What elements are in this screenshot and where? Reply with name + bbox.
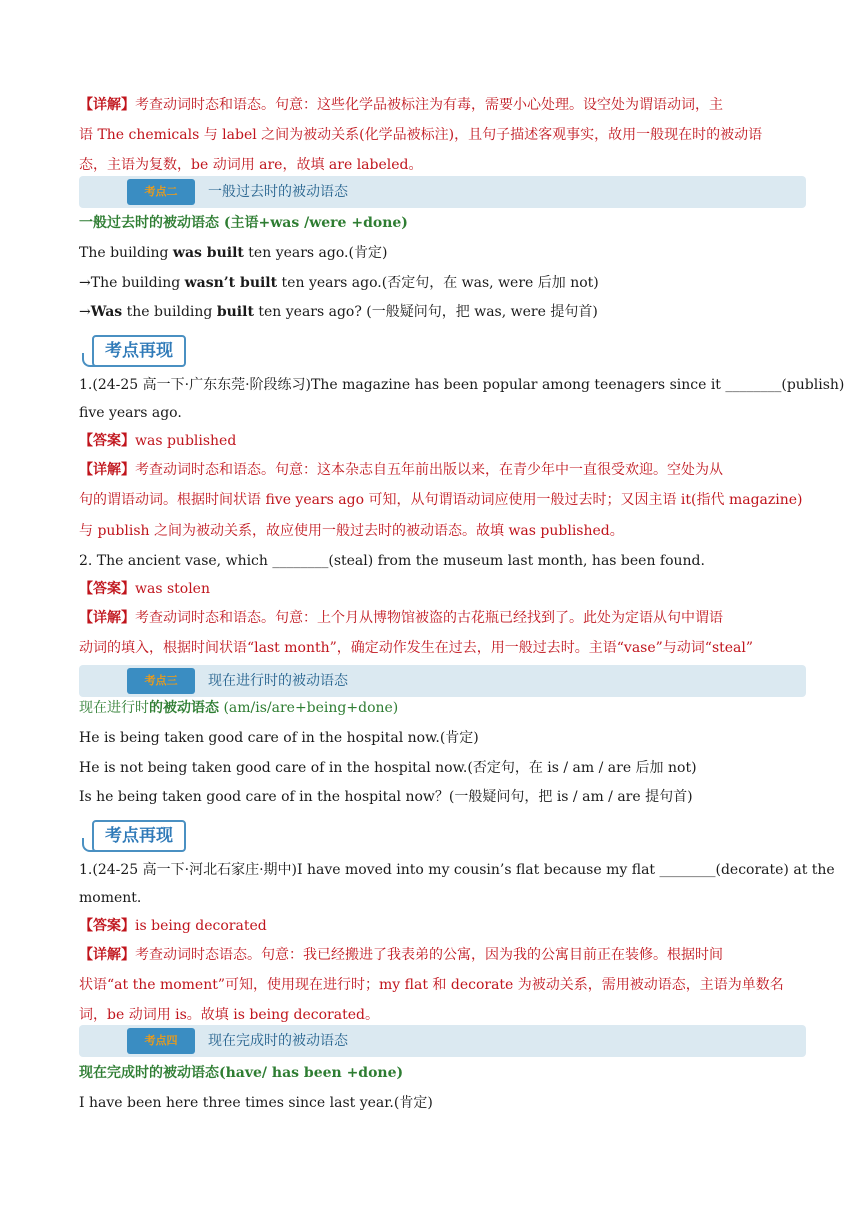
section-badge: 考点三 xyxy=(127,668,195,694)
section-header-perfect-passive xyxy=(79,1025,806,1057)
explanation-line: 【详解】考查动词时态和语态。句意：这本杂志自五年前出版以来，在青少年中一直很受欢迎。空处为从 xyxy=(79,462,723,478)
explanation-line: 【详解】考查动词时态语态。句意：我已经搬进了我表弟的公寓，因为我的公寓目前正在装修。根据时间 xyxy=(79,947,723,963)
review-tag xyxy=(82,818,186,852)
section-header-progressive-passive xyxy=(79,665,806,697)
explanation-line: 语 The chemicals 与 label 之间为被动关系(化学品被标注)，且句子描述客观事实，故用一般现在时的被动语 xyxy=(79,127,763,143)
review-tag-label: 考点再现 xyxy=(92,820,186,852)
example-sentence: I have been here three times since last year.(肯定) xyxy=(79,1095,433,1111)
grammar-formula: 现在进行时的被动语态 (am/is/are+being+done) xyxy=(79,700,399,716)
example-sentence: He is not being taken good care of in the hospital now.(否定句，在 is / am / are 后加 not) xyxy=(79,760,697,776)
section-title: 现在进行时的被动语态 xyxy=(208,673,348,689)
question-line: moment. xyxy=(79,890,142,906)
explanation-line: 状语“at the moment”可知，使用现在进行时；my flat 和 decorate 为被动关系，需用被动语态，主语为单数名 xyxy=(79,977,784,993)
review-tag-label: 考点再现 xyxy=(92,335,186,367)
answer-line: 【答案】was published xyxy=(79,433,237,449)
section-title: 一般过去时的被动语态 xyxy=(208,184,348,200)
explanation-line: 【详解】考查动词时态和语态。句意：这些化学品被标注为有毒，需要小心处理。设空处为谓语动词，主 xyxy=(79,97,723,113)
explanation-line: 句的谓语动词。根据时间状语 five years ago 可知，从句谓语动词应使用一般过去时；又因主语 it(指代 magazine) xyxy=(79,492,803,508)
answer-line: 【答案】was stolen xyxy=(79,581,210,597)
explanation-line: 与 publish 之间为被动关系，故应使用一般过去时的被动语态。故填 was published。 xyxy=(79,523,624,539)
question-line: five years ago. xyxy=(79,405,182,421)
question-line: 1.(24-25 高一下·河北石家庄·期中)I have moved into my cousin’s flat because my flat ________(decorate) at the xyxy=(79,862,835,878)
explanation-line: 态，主语为复数，be 动词用 are，故填 are labeled。 xyxy=(79,157,423,173)
section-badge: 考点四 xyxy=(127,1028,195,1054)
grammar-formula: 一般过去时的被动语态 (主语+was /were +done) xyxy=(79,215,408,231)
example-sentence: Is he being taken good care of in the hospital now？(一般疑问句，把 is / am / are 提句首) xyxy=(79,789,693,805)
example-sentence: →The building wasn’t built ten years ago.(否定句，在 was, were 后加 not) xyxy=(79,275,599,291)
explanation-label: 【详解】 xyxy=(79,97,135,113)
section-badge: 考点二 xyxy=(127,179,195,205)
explanation-line: 【详解】考查动词时态和语态。句意：上个月从博物馆被盗的古花瓶已经找到了。此处为定语从句中谓语 xyxy=(79,610,723,626)
grammar-formula: 现在完成时的被动语态(have/ has been +done) xyxy=(79,1065,404,1081)
section-header-past-passive xyxy=(79,176,806,208)
section-title: 现在完成时的被动语态 xyxy=(208,1033,348,1049)
example-sentence: He is being taken good care of in the hospital now.(肯定) xyxy=(79,730,479,746)
example-sentence: The building was built ten years ago.(肯定) xyxy=(79,245,388,261)
question-line: 1.(24-25 高一下·广东东莞·阶段练习)The magazine has been popular among teenagers since it ________(publish) xyxy=(79,377,845,393)
explanation-line: 词，be 动词用 is。故填 is being decorated。 xyxy=(79,1007,379,1023)
answer-line: 【答案】is being decorated xyxy=(79,918,267,934)
question-line: 2. The ancient vase, which ________(steal) from the museum last month, has been found. xyxy=(79,553,705,569)
example-sentence: →Was the building built ten years ago? (一般疑问句，把 was, were 提句首) xyxy=(79,304,598,320)
explanation-line: 动词的填入，根据时间状语“last month”，确定动作发生在过去，用一般过去时。主语“vase”与动词“steal” xyxy=(79,640,754,656)
review-tag xyxy=(82,333,186,367)
